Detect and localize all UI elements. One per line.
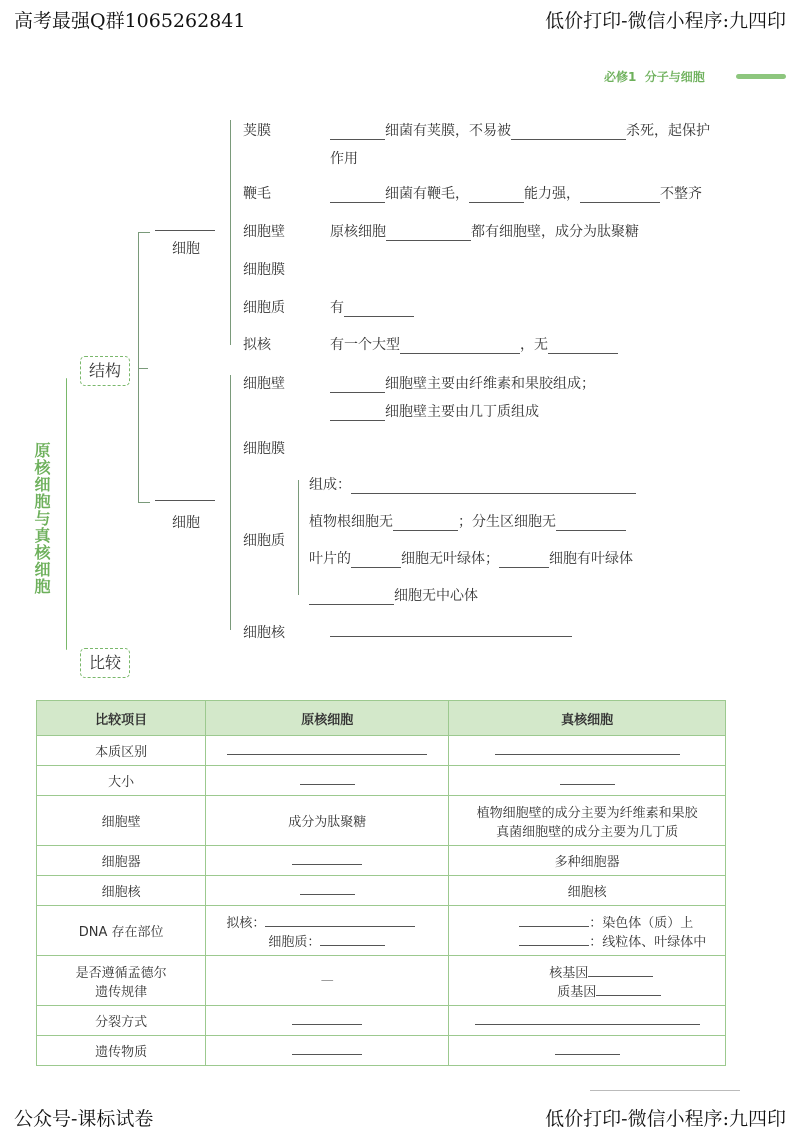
blank <box>393 516 458 531</box>
euk-connector-bottom <box>138 502 150 503</box>
euk-membrane-label: 细胞膜 <box>243 441 285 457</box>
cell-value: 细胞质： <box>268 934 321 950</box>
euk-root-text-b: ；分生区细胞无 <box>458 514 556 530</box>
cell-value: ：染色体（质）上 <box>589 915 694 931</box>
capsule-text-2: 杀死，起保护 <box>626 123 710 139</box>
capsule-text-1: 细菌有荚膜，不易被 <box>385 123 511 139</box>
blank <box>330 378 385 393</box>
row-label: 细胞核 <box>37 876 206 906</box>
comparison-table <box>36 700 726 1066</box>
root-title: 原核细胞与真核细胞 <box>32 442 51 595</box>
cell-value: ：线粒体、叶绿体中 <box>589 934 707 950</box>
capsule-label: 荚膜 <box>243 123 271 139</box>
table-row <box>37 796 726 846</box>
footer-left-text: 公众号-课标试卷 <box>14 1108 154 1130</box>
row-label: 是否遵循孟德尔 <box>75 965 167 981</box>
cell-value: 拟核： <box>226 915 266 931</box>
blank <box>495 742 680 755</box>
cell-value: 核基因 <box>549 965 589 981</box>
blank <box>227 742 427 755</box>
eukaryote-cell-label: 细胞 <box>172 515 200 531</box>
blank <box>596 983 661 996</box>
cell-value: 细胞核 <box>449 876 726 906</box>
pro-cytoplasm-label: 细胞质 <box>243 300 285 316</box>
euk-centriole-text: 细胞无中心体 <box>394 588 478 604</box>
euk-wall-label: 细胞壁 <box>243 376 285 392</box>
blank <box>265 914 415 927</box>
section-label-bar <box>736 74 786 79</box>
header-right-text: 低价打印-微信小程序:九四印 <box>545 10 786 32</box>
row-label: DNA 存在部位 <box>37 906 206 956</box>
capsule-text-3: 作用 <box>330 151 358 167</box>
euk-nucleus-label: 细胞核 <box>243 625 285 641</box>
blank <box>560 772 615 785</box>
structure-bracket <box>138 232 139 502</box>
blank <box>351 479 636 494</box>
cell-value: 植物细胞壁的成分主要为纤维素和果胶 <box>476 805 698 821</box>
blank <box>351 553 401 568</box>
blank <box>300 882 355 895</box>
row-label: 遗传物质 <box>37 1036 206 1066</box>
blank <box>292 1012 362 1025</box>
section-label: 必修1 分子与细胞 <box>604 70 705 84</box>
pro-membrane-label: 细胞膜 <box>243 262 285 278</box>
pro-cytoplasm-text: 有 <box>330 300 344 316</box>
row-label: 遗传规律 <box>95 984 148 1000</box>
blank <box>519 933 589 946</box>
footer-divider <box>590 1090 740 1091</box>
blank <box>309 590 394 605</box>
row-label: 分裂方式 <box>37 1006 206 1036</box>
euk-name-blank <box>155 500 215 501</box>
cell-value: 多种细胞器 <box>449 846 726 876</box>
row-label: 本质区别 <box>37 736 206 766</box>
header-left-text: 高考最强Q群1065262841 <box>14 10 246 32</box>
table-row <box>37 1036 726 1066</box>
pro-wall-label: 细胞壁 <box>243 224 285 240</box>
euk-leaf-text-a: 叶片的 <box>309 551 351 567</box>
euk-root-text-a: 植物根细胞无 <box>309 514 393 530</box>
euk-leaf-text-c: 细胞有叶绿体 <box>549 551 633 567</box>
cell-value: 真菌细胞壁的成分主要为几丁质 <box>496 824 679 840</box>
table-row <box>37 1006 726 1036</box>
blank <box>386 226 471 241</box>
row-label: 大小 <box>37 766 206 796</box>
header-eukaryote: 真核细胞 <box>449 701 726 736</box>
blank <box>330 125 385 140</box>
nucleoid-text-1: 有一个大型 <box>330 337 400 353</box>
blank <box>556 516 626 531</box>
euk-cytoplasm-composition: 组成： <box>309 477 351 493</box>
footer-right-text: 低价打印-微信小程序:九四印 <box>545 1108 786 1130</box>
pro-connector-top <box>138 232 150 233</box>
pro-wall-text-1: 原核细胞 <box>330 224 386 240</box>
flagella-text-1: 细菌有鞭毛， <box>385 186 469 202</box>
table-row <box>37 956 726 1006</box>
blank <box>511 125 626 140</box>
blank <box>548 339 618 354</box>
blank <box>588 964 653 977</box>
blank <box>580 188 660 203</box>
row-label: 细胞壁 <box>37 796 206 846</box>
blank <box>400 339 520 354</box>
structure-connector <box>138 368 148 369</box>
euk-nucleus-blank <box>330 636 572 637</box>
blank <box>499 553 549 568</box>
cell-value: — <box>206 956 449 1006</box>
pro-wall-text-2: 都有细胞壁，成分为肽聚糖 <box>471 224 639 240</box>
euk-cytoplasm-label: 细胞质 <box>243 533 285 549</box>
flagella-text-3: 不整齐 <box>660 186 702 202</box>
blank <box>300 772 355 785</box>
header-prokaryote: 原核细胞 <box>206 701 449 736</box>
nucleoid-text-2: ，无 <box>520 337 548 353</box>
cytoplasm-bracket <box>298 480 299 595</box>
table-row <box>37 846 726 876</box>
euk-wall-text-1: 细胞壁主要由纤维素和果胶组成； <box>385 376 595 392</box>
pro-bracket <box>230 120 231 345</box>
nucleoid-label: 拟核 <box>243 337 271 353</box>
blank <box>469 188 524 203</box>
flagella-text-2: 能力强， <box>524 186 580 202</box>
blank <box>292 852 362 865</box>
root-bracket <box>66 378 67 650</box>
table-row <box>37 876 726 906</box>
blank <box>292 1042 362 1055</box>
row-label: 细胞器 <box>37 846 206 876</box>
blank <box>330 406 385 421</box>
blank <box>519 914 589 927</box>
blank <box>330 188 385 203</box>
cell-value: 质基因 <box>557 984 597 1000</box>
table-row <box>37 766 726 796</box>
blank <box>344 302 414 317</box>
flagella-label: 鞭毛 <box>243 186 271 202</box>
table-header-row <box>37 701 726 736</box>
blank <box>475 1012 700 1025</box>
blank <box>555 1042 620 1055</box>
prokaryote-cell-label: 细胞 <box>172 241 200 257</box>
header-item: 比较项目 <box>37 701 206 736</box>
pro-name-blank <box>155 230 215 231</box>
table-row <box>37 736 726 766</box>
structure-box: 结构 <box>80 356 130 386</box>
euk-leaf-text-b: 细胞无叶绿体； <box>401 551 499 567</box>
euk-wall-text-2: 细胞壁主要由几丁质组成 <box>385 404 539 420</box>
euk-bracket <box>230 375 231 630</box>
blank <box>320 933 385 946</box>
table-row <box>37 906 726 956</box>
compare-box: 比较 <box>80 648 130 678</box>
cell-value: 成分为肽聚糖 <box>206 796 449 846</box>
